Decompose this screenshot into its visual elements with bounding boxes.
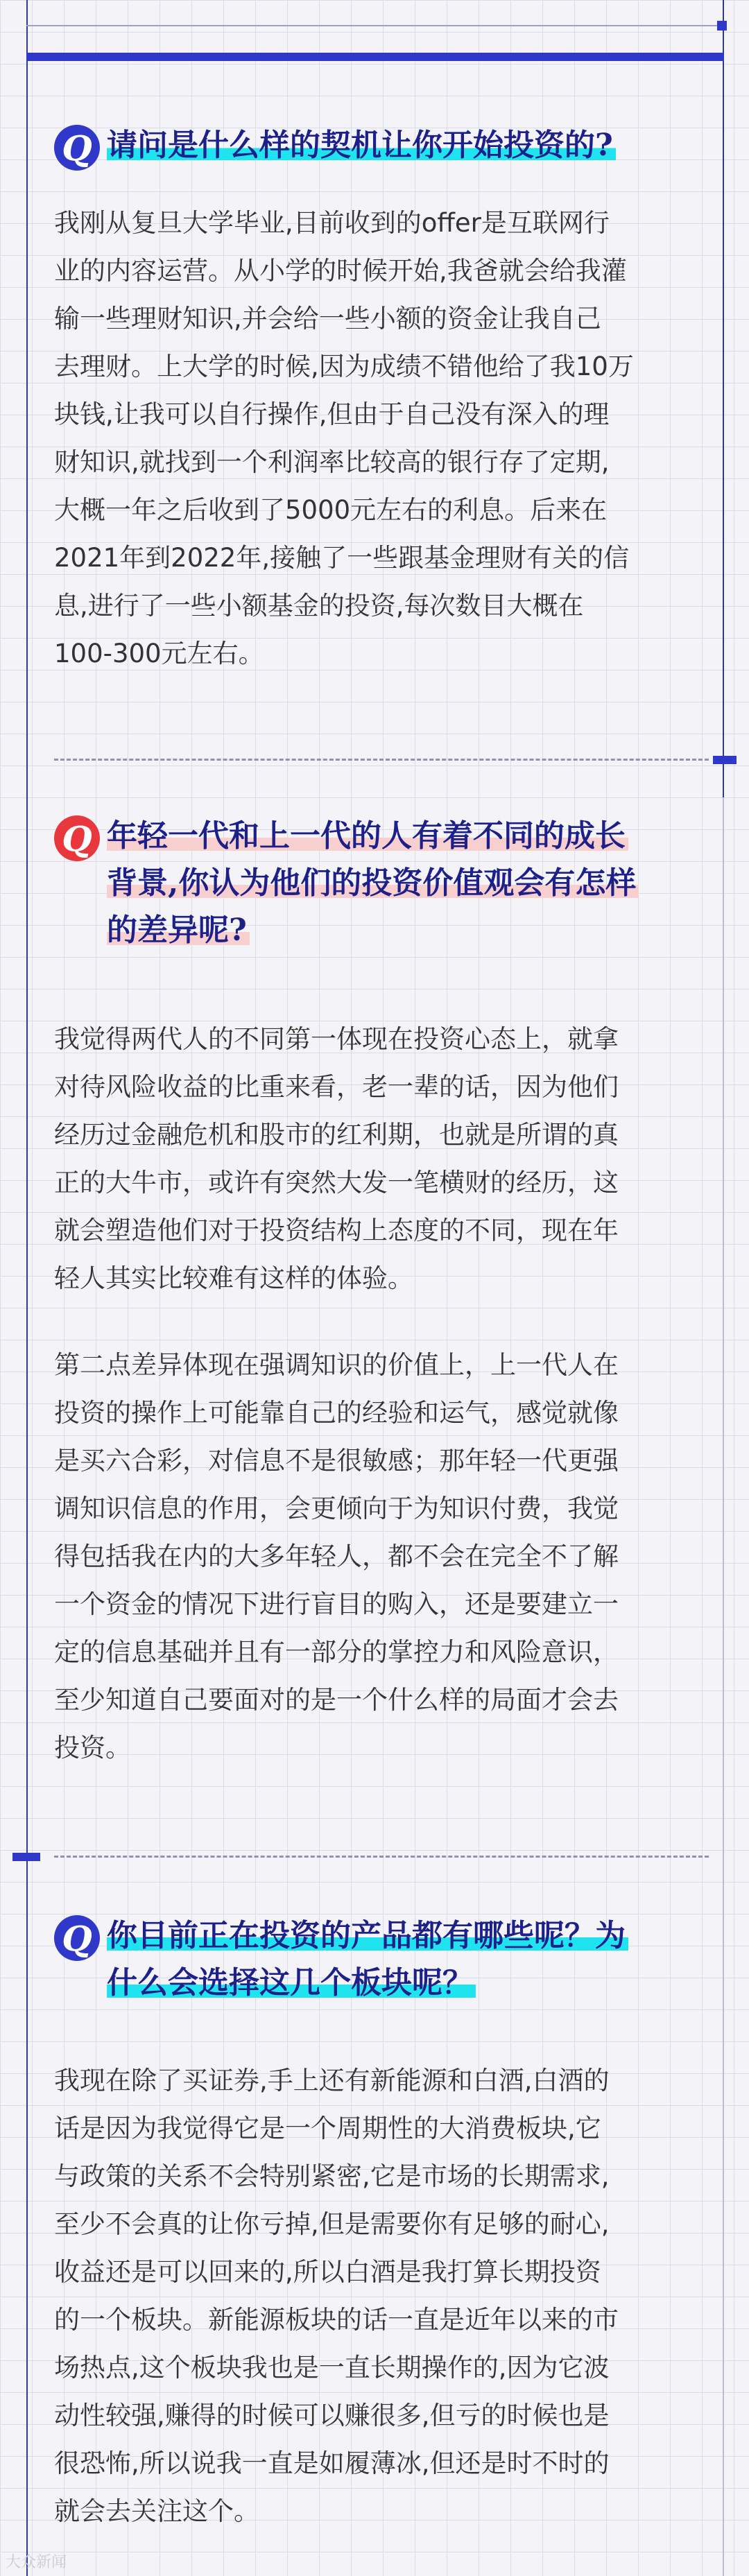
answer-line: 对待风险收益的比重来看，老一辈的话，因为他们 (54, 1072, 619, 1102)
answer-line: 息,进行了一些小额基金的投资,每次数目大概在 (54, 591, 584, 621)
frame-right-border-lower (723, 797, 724, 2576)
section-divider (54, 759, 709, 761)
question-text (107, 122, 616, 169)
question-badge: Q (54, 125, 100, 171)
question-line: 请问是什么样的契机让你开始投资的? (107, 128, 616, 163)
answer-line: 2021年到2022年,接触了一些跟基金理财有关的信 (54, 543, 630, 573)
question-text (107, 1912, 628, 2007)
answer-line: 就会去关注这个。 (54, 2496, 259, 2526)
answer-line: 业的内容运营。从小学的时候开始,我爸就会给我灌 (54, 256, 627, 286)
answer-line: 很恐怖,所以说我一直是如履薄冰,但还是时不时的 (54, 2448, 610, 2478)
question-1 (54, 122, 706, 171)
answer-line: 经历过金融危机和股市的红利期，也就是所谓的真 (54, 1120, 619, 1150)
answer-line: 一个资金的情况下进行盲目的购入，还是要建立一 (54, 1589, 619, 1619)
header-rule (26, 53, 724, 61)
answer-line: 定的信息基础并且有一部分的掌控力和风险意识， (54, 1637, 619, 1667)
answer-line: 得包括我在内的大多年轻人，都不会在完全不了解 (54, 1541, 619, 1571)
answer-1 (54, 199, 698, 677)
answer-line: 大概一年之后收到了5000元左右的利息。后来在 (54, 495, 608, 525)
question-line: 的差异呢? (107, 913, 250, 948)
frame-right-border (723, 0, 724, 797)
divider-marker-right (713, 756, 737, 764)
question-2 (54, 813, 706, 954)
question-text (107, 813, 639, 954)
question-3 (54, 1912, 706, 2007)
answer-line: 我现在除了买证券,手上还有新能源和白酒,白酒的 (54, 2066, 610, 2095)
answer-line: 第二点差异体现在强调知识的价值上，上一代人在 (54, 1350, 619, 1380)
corner-marker (717, 21, 727, 31)
answer-2-paragraph-1 (54, 1015, 698, 1302)
answer-line: 投资。 (54, 1733, 131, 1763)
answer-line: 与政策的关系不会特别紧密,它是市场的长期需求, (54, 2161, 610, 2191)
divider-marker-left (12, 1853, 40, 1861)
answer-line: 至少不会真的让你亏掉,但是需要你有足够的耐心, (54, 2209, 610, 2239)
question-line: 年轻一代和上一代的人有着不同的成长 (107, 818, 628, 854)
answer-line: 的一个板块。新能源板块的话一直是近年以来的市 (54, 2305, 619, 2335)
answer-line: 收益还是可以回来的,所以白酒是我打算长期投资 (54, 2257, 601, 2287)
answer-line: 块钱,让我可以自行操作,但由于自己没有深入的理 (54, 399, 610, 429)
section-divider (54, 1856, 709, 1858)
question-line: 什么会选择这几个板块呢？ (107, 1965, 476, 2000)
frame-top-rule (26, 25, 724, 26)
answer-line: 至少知道自己要面对的是一个什么样的局面才会去 (54, 1685, 619, 1715)
answer-line: 正的大牛市，或许有突然大发一笔横财的经历，这 (54, 1168, 619, 1198)
question-badge: Q (54, 815, 100, 861)
watermark: 大众新闻 (6, 2554, 67, 2571)
answer-line: 我觉得两代人的不同第一体现在投资心态上，就拿 (54, 1024, 619, 1054)
answer-line: 调知识信息的作用，会更倾向于为知识付费，我觉 (54, 1494, 619, 1523)
answer-line: 话是因为我觉得它是一个周期性的大消费板块,它 (54, 2113, 601, 2143)
answer-line: 我刚从复旦大学毕业,目前收到的offer是互联网行 (54, 208, 610, 238)
question-badge: Q (54, 1915, 100, 1961)
answer-line: 动性较强,赚得的时候可以赚很多,但亏的时候也是 (54, 2401, 610, 2430)
answer-line: 场热点,这个板块我也是一直长期操作的,因为它波 (54, 2353, 610, 2383)
answer-line: 财知识,就找到一个利润率比较高的银行存了定期, (54, 447, 610, 477)
question-line: 背景,你认为他们的投资价值观会有怎样 (107, 865, 639, 901)
answer-line: 轻人其实比较难有这样的体验。 (54, 1263, 413, 1293)
answer-3 (54, 2057, 698, 2535)
answer-line: 去理财。上大学的时候,因为成绩不错他给了我10万 (54, 352, 634, 381)
frame-left-border (26, 0, 28, 2576)
answer-line: 是买六合彩，对信息不是很敏感；那年轻一代更强 (54, 1446, 619, 1476)
answer-2-paragraph-2 (54, 1341, 698, 1772)
answer-line: 100-300元左右。 (54, 639, 264, 668)
answer-line: 输一些理财知识,并会给一些小额的资金让我自己 (54, 304, 601, 334)
answer-line: 就会塑造他们对于投资结构上态度的不同，现在年 (54, 1216, 619, 1245)
question-line: 你目前正在投资的产品都有哪些呢？为 (107, 1918, 628, 1953)
answer-line: 投资的操作上可能靠自己的经验和运气，感觉就像 (54, 1398, 619, 1428)
